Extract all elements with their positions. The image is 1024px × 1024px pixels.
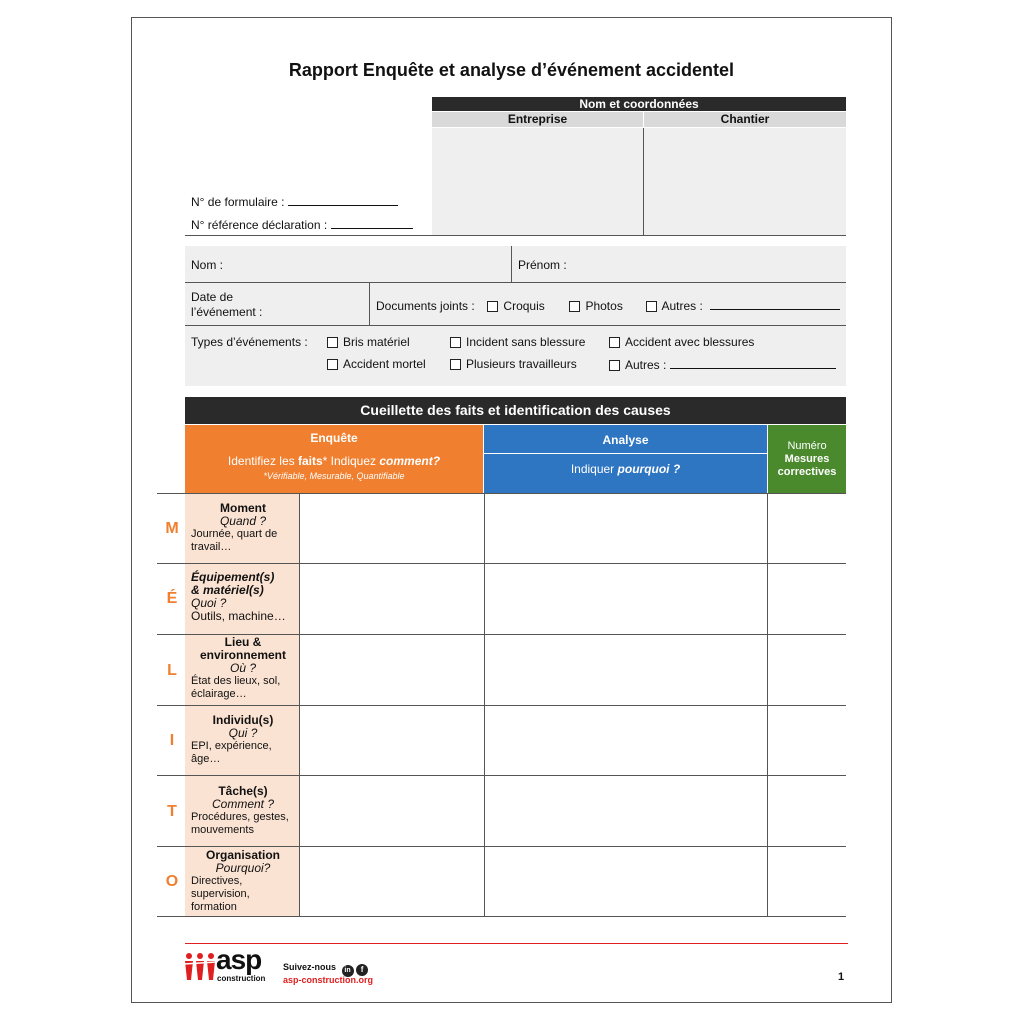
letter-e: É [166,590,178,607]
event-types-label: Types d’événements : [191,335,308,349]
autres-docs-checkbox[interactable] [646,301,657,312]
form-number-row [191,194,398,209]
row-moment-label: Moment Quand ? Journée, quart de travail… [191,501,278,553]
enquete-note: *Vérifiable, Mesurable, Quantifiable [263,471,405,481]
organisation-enquete-cell[interactable] [300,847,484,916]
row-equipement-label: Équipement(s) & matériel(s) Quoi ? Outils, machine… [191,570,286,623]
col-entreprise: Entreprise [432,112,643,127]
tache-enquete-cell[interactable] [300,776,484,846]
reference-label: N° référence déclaration : [191,218,328,232]
analyse-instruction: Indiquer pourquoi ? [570,462,681,476]
asp-logo [183,944,273,986]
accident-mortel-checkbox[interactable] [327,359,338,370]
date-label: Date de l’événement : [191,290,263,319]
name-row [185,246,846,282]
documents-row: Documents joints : Croquis Photos Autres : [376,298,840,313]
letter-i: I [169,732,175,749]
equipement-enquete-cell[interactable] [300,564,484,634]
page-number: 1 [838,971,845,983]
letter-o: O [165,873,179,890]
prenom-label: Prénom : [518,258,567,272]
bris-materiel-checkbox[interactable] [327,337,338,348]
tache-analyse-cell[interactable] [485,776,767,846]
enquete-header [185,425,483,493]
documents-label: Documents joints : [376,299,475,313]
tache-mesures-cell[interactable] [768,776,846,846]
moment-enquete-cell[interactable] [300,494,484,563]
accident-avec-blessures-checkbox[interactable] [609,337,620,348]
facebook-icon[interactable]: f [356,964,368,976]
asp-logo-text: asp [216,944,262,975]
nom-label: Nom : [191,258,224,272]
incident-sans-blessure-checkbox[interactable] [450,337,461,348]
reference-row [191,217,413,232]
website-link[interactable]: asp-construction.org [283,975,374,985]
numero-label: Numéro [787,440,827,452]
enquete-title: Enquête [310,431,358,445]
letter-m: M [165,520,179,537]
row-tache-label: Tâche(s) Comment ? Procédures, gestes, mouvements [191,784,289,836]
lieu-enquete-cell[interactable] [300,635,484,705]
footer-rule [185,943,848,944]
analyse-title: Analyse [602,433,649,447]
individu-enquete-cell[interactable] [300,706,484,775]
section-header: Cueillette des faits et identification des causes [185,397,846,424]
moment-mesures-cell[interactable] [768,494,846,563]
row-organisation-label: Organisation Pourquoi? Directives, supervision, formation [191,848,280,913]
letter-t: T [167,803,177,820]
row-individu-label: Individu(s) Qui ? EPI, expérience, âge… [191,713,274,765]
photos-checkbox[interactable] [569,301,580,312]
enquete-instruction: Identifiez les faits* Indiquez comment? [227,454,441,468]
entreprise-field[interactable] [432,128,643,235]
document-title: Rapport Enquête et analyse d’événement accidentel [288,60,735,80]
chantier-field[interactable] [644,128,846,235]
autres-types-field[interactable] [670,357,836,369]
asp-logo-sub: construction [217,974,266,983]
linkedin-icon[interactable]: in [342,965,354,977]
analyse-header [484,425,767,493]
organisation-analyse-cell[interactable] [485,847,767,916]
follow-us: Suivez-nous in f [283,962,368,977]
row-lieu-label: Lieu & environnement Où ? État des lieux, sol, éclairage… [191,635,286,700]
organisation-mesures-cell[interactable] [768,847,846,916]
reference-field[interactable] [331,217,413,229]
lieu-analyse-cell[interactable] [485,635,767,705]
contact-header: Nom et coordonnées [432,97,846,111]
col-chantier: Chantier [644,112,846,127]
croquis-checkbox[interactable] [487,301,498,312]
autres-types-checkbox[interactable] [609,360,620,371]
form-number-label: N° de formulaire : [191,195,285,209]
letter-l: L [167,662,177,679]
equipement-analyse-cell[interactable] [485,564,767,634]
individu-mesures-cell[interactable] [768,706,846,775]
plusieurs-travailleurs-checkbox[interactable] [450,359,461,370]
lieu-mesures-cell[interactable] [768,635,846,705]
mesures-header: Numéro Mesures correctives [768,425,846,493]
asp-figures-icon [183,952,217,982]
autres-docs-field[interactable] [710,298,840,310]
individu-analyse-cell[interactable] [485,706,767,775]
form-number-field[interactable] [288,194,398,206]
moment-analyse-cell[interactable] [485,494,767,563]
equipement-mesures-cell[interactable] [768,564,846,634]
